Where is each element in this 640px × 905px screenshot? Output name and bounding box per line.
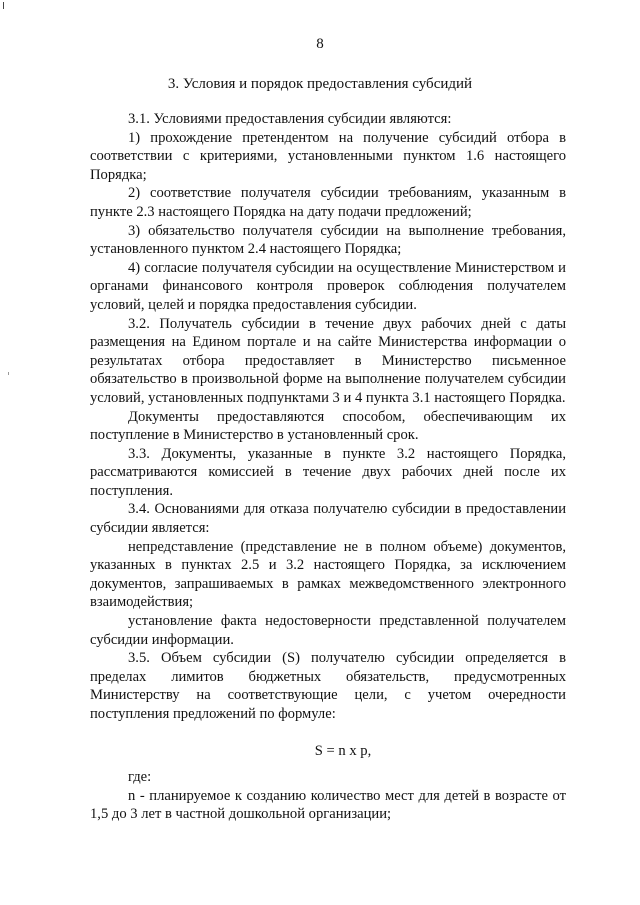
paragraph-3-1-item-2: 2) соответствие получателя субсидии требованиям, указанным в пункте 2.3 настоящего Порядка на дату подачи предложений; <box>90 185 566 220</box>
paragraph-3-3: 3.3. Документы, указанные в пункте 3.2 настоящего Порядка, рассматриваются комиссией в течение двух рабочих дней после их поступления. <box>90 445 566 499</box>
where-label: где: <box>128 769 152 786</box>
paragraph-documents: Документы предоставляются способом, обеспечивающим их поступление в Министерство в установленный срок. <box>90 408 566 444</box>
paragraph-refusal-reason-2: установление факта недостоверности представленной получателем субсидии информации. <box>90 613 566 648</box>
paragraph-3-2: 3.2. Получатель субсидии в течение двух рабочих дней с даты размещения на Едином портале и на сайте Министерства информации о результатах отбора предоставляет в Министерство письменное обязательство в произвольной форме на выполнение получателем субсидии условий, установленных подпунктами 3 и 4 пункта 3.1 настоящего Порядка. <box>90 315 566 406</box>
paragraph-3-1-item-3: 3) обязательство получателя субсидии на выполнение требования, установленного пунктом 2.4 настоящего Порядка; <box>90 222 566 258</box>
paragraph-3-1: 3.1. Условиями предоставления субсидии являются: <box>128 111 452 127</box>
subsidy-formula: S = n x p, <box>314 742 372 759</box>
section-title: 3. Условия и порядок предоставления субсидий <box>167 76 473 92</box>
paragraph-refusal-reason-1: непредставление (представление не в полном объеме) документов, указанных в пунктах 2.5 и 3.2 настоящего Порядка, за исключением документов, запрашиваемых в рамках межведомственного электронного взаимодействия; <box>90 538 566 611</box>
scan-edge-dot <box>8 372 9 375</box>
paragraph-3-1-item-1: 1) прохождение претендентом на получение субсидий отбора в соответствии с критериями, установленными пунктом 1.6 настоящего Порядка; <box>90 129 566 183</box>
document-body <box>90 110 566 824</box>
paragraph-3-1-item-4: 4) согласие получателя субсидии на осуществление Министерством и органами финансового контроля проверок соблюдения получателем условий, целей и порядка предоставления субсидии. <box>90 259 566 313</box>
paragraph-3-4: 3.4. Основаниями для отказа получателю субсидии в предоставлении субсидии является: <box>90 501 566 537</box>
page-number: 8 <box>316 36 324 52</box>
definition-n: n - планируемое к созданию количество мест для детей в возрасте от 1,5 до 3 лет в частной дошкольной организации; <box>90 787 566 823</box>
paragraph-3-5: 3.5. Объем субсидии (S) получателю субсидии определяется в пределах лимитов бюджетных обязательств, предусмотренных Министерству на соответствующие цели, с учетом очередности поступления предложений по формуле: <box>90 650 566 722</box>
scan-edge-mark <box>3 2 4 9</box>
